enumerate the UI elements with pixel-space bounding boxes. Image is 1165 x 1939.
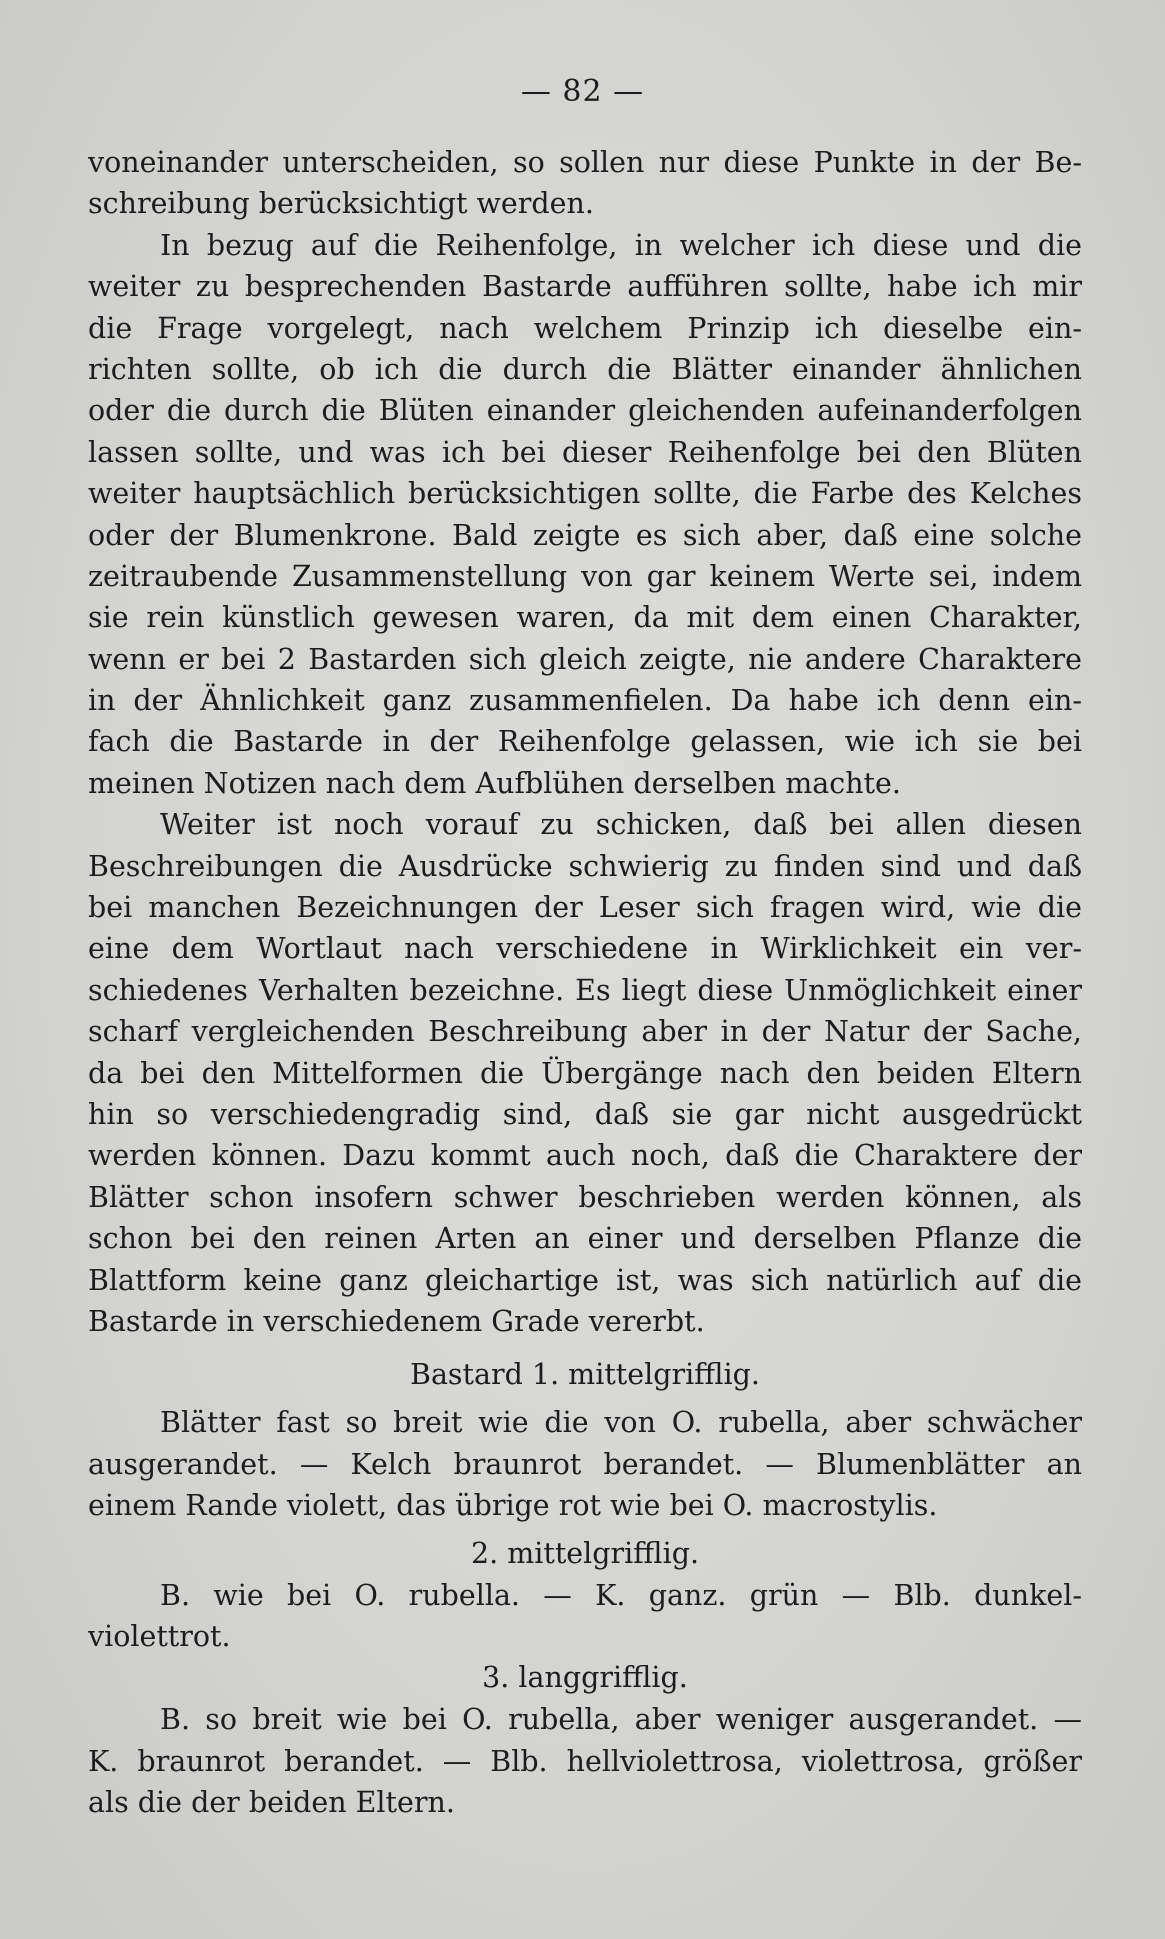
text-line: hin so verschiedengradig sind, daß sie gar nicht ausgedrückt [88,1097,1082,1131]
section-heading: 2. mittelgrifflig. [470,1536,700,1570]
text-line: schon bei den reinen Arten an einer und derselben Pflanze die [88,1222,1082,1256]
text-line: In bezug auf die Reihenfolge, in welcher ich diese und die [160,228,1082,262]
text-line: oder der Blumenkrone. Bald zeigte es sich aber, daß eine solche [88,518,1082,552]
text-line: B. so breit wie bei O. rubella, aber weniger ausgerandet. — [160,1703,1082,1737]
text-line: ausgerandet. — Kelch braunrot berandet. — Blumenblätter an [88,1447,1082,1481]
text-line: fach die Bastarde in der Reihenfolge gelassen, wie ich sie bei [88,725,1082,759]
text-line: violettrot. [88,1619,231,1653]
text-line: sie rein künstlich gewesen waren, da mit dem einen Charakter, [88,601,1082,635]
text-line: schreibung berücksichtigt werden. [88,187,594,221]
text-line: die Frage vorgelegt, nach welchem Prinzip ich dieselbe ein- [88,311,1082,345]
paragraph-3 [88,804,1082,1342]
section-heading: 3. langgrifflig. [482,1661,688,1695]
bastard-1-section [88,1354,1082,1526]
text-line: bei manchen Bezeichnungen der Leser sich fragen wird, wie die [88,891,1082,925]
text-line: K. braunrot berandet. — Blb. hellviolettrosa, violettrosa, größer [88,1744,1082,1778]
bastard-2-section [88,1533,1082,1658]
text-line: Blätter fast so breit wie die von O. rubella, aber schwächer [160,1406,1082,1440]
text-line: in der Ähnlichkeit ganz zusammenfielen. Da habe ich denn ein- [88,684,1082,718]
text-line: als die der beiden Eltern. [88,1786,455,1820]
text-line: lassen sollte, und was ich bei dieser Reihenfolge bei den Blüten [88,435,1082,469]
paragraph-2 [88,225,1082,804]
text-line: weiter hauptsächlich berücksichtigen sollte, die Farbe des Kelches [88,477,1082,511]
text-line: da bei den Mittelformen die Übergänge nach den beiden Eltern [88,1056,1082,1090]
text-line: Blattform keine ganz gleichartige ist, was sich natürlich auf die [88,1263,1082,1297]
body-text [88,142,1082,1823]
text-line: einem Rande violett, das übrige rot wie bei O. macrostylis. [88,1489,938,1523]
page-number: — 82 — [520,74,645,109]
text-line: richten sollte, ob ich die durch die Blätter einander ähnlichen [88,352,1082,386]
text-line: Blätter schon insofern schwer beschrieben werden können, als [88,1180,1082,1214]
text-line: zeitraubende Zusammenstellung von gar keinem Werte sei, indem [88,559,1082,593]
text-line: weiter zu besprechenden Bastarde aufführen sollte, habe ich mir [88,270,1082,304]
text-line: Beschreibungen die Ausdrücke schwierig zu finden sind und daß [88,849,1082,883]
text-line: werden können. Dazu kommt auch noch, daß die Charaktere der [88,1139,1082,1173]
paragraph-1 [88,142,1082,225]
text-line: scharf vergleichenden Beschreibung aber in der Natur der Sache, [88,1015,1082,1049]
text-line: oder die durch die Blüten einander gleichenden aufeinanderfolgen [88,394,1082,428]
text-line: Bastarde in verschiedenem Grade vererbt. [88,1304,705,1338]
text-line: voneinander unterscheiden, so sollen nur diese Punkte in der Be- [88,146,1082,179]
text-line: wenn er bei 2 Bastarden sich gleich zeigte, nie andere Charaktere [88,642,1082,676]
text-line: B. wie bei O. rubella. — K. ganz. grün — Blb. dunkel- [160,1578,1082,1612]
text-line: eine dem Wortlaut nach verschiedene in Wirklichkeit ein ver- [88,932,1082,966]
bastard-3-section [88,1657,1082,1823]
text-line: meinen Notizen nach dem Aufblühen derselben machte. [88,766,901,800]
text-line: schiedenes Verhalten bezeichne. Es liegt diese Unmöglichkeit einer [88,973,1082,1007]
text-line: Weiter ist noch vorauf zu schicken, daß bei allen diesen [160,808,1082,842]
section-heading: Bastard 1. mittelgrifflig. [410,1358,760,1392]
